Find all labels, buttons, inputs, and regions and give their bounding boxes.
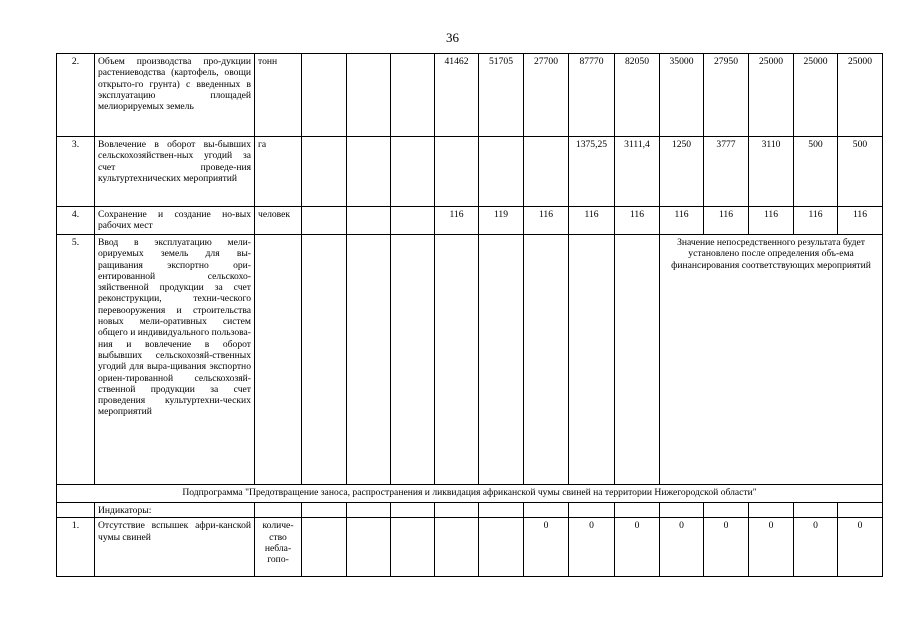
value-cell: 1375,25 [569,137,615,207]
empty-cell [302,137,347,207]
table-row [57,235,883,485]
empty-cell [391,137,435,207]
indicator-description: Отсутствие вспышек афри-канской чумы свиней [95,518,255,577]
empty-cell [615,503,660,518]
value-cell: 3110 [749,137,794,207]
empty-cell [794,503,838,518]
empty-cell [435,503,479,518]
empty-cell [347,207,391,235]
subprogram-title: Подпрограмма "Предотвращение заноса, распространения и ликвидация африканской чумы свиней на территории Нижегородской области" [57,485,883,503]
value-cell: 25000 [838,54,883,137]
value-cell: 116 [569,207,615,235]
value-cell: 116 [749,207,794,235]
table-row [57,503,883,518]
row-number: 1. [57,518,95,577]
empty-cell [435,235,479,485]
table-row [57,485,883,503]
value-cell: 0 [524,518,569,577]
empty-cell [479,518,524,577]
indicator-description: Объем производства про-дукции растениеводства (картофель, овощи открыто-го грунта) с введенных в эксплуатацию площадей мелиорируемых земель [95,54,255,137]
empty-cell [391,503,435,518]
empty-cell [391,54,435,137]
empty-cell [524,235,569,485]
indicators-label: Индикаторы: [95,503,255,518]
row-number: 3. [57,137,95,207]
value-cell: 0 [660,518,704,577]
empty-cell [435,137,479,207]
unit-cell: га [255,137,302,207]
value-cell: 3777 [704,137,749,207]
empty-cell [435,518,479,577]
row-number: 5. [57,235,95,485]
value-cell: 119 [479,207,524,235]
empty-cell [57,503,95,518]
empty-cell [391,518,435,577]
indicator-description: Ввод в эксплуатацию мели-орируемых земель для вы-ращивания экспортно ори-ентированной сельскохо-зяйственной продукции за счет реконструкции, техни-ческого перевооружения и строительства новых мели-оративных систем общего и индивидуального пользова-ния и вовлечение в оборот выбывших сельскохозяй-ственных угодий для выра-щивания экспортно ориен-тированной сельскохозяй-ственной продукции за счет проведения культуртехни-ческих мероприятий [95,235,255,485]
value-cell: 25000 [794,54,838,137]
row-number: 2. [57,54,95,137]
empty-cell [615,235,660,485]
empty-cell [347,518,391,577]
value-cell: 87770 [569,54,615,137]
page-number: 36 [446,30,459,45]
value-cell: 0 [569,518,615,577]
empty-cell [347,235,391,485]
empty-cell [479,137,524,207]
indicator-description: Сохранение и создание но-вых рабочих мест [95,207,255,235]
empty-cell [479,235,524,485]
empty-cell [391,207,435,235]
value-cell: 0 [838,518,883,577]
empty-cell [302,518,347,577]
value-cell: 35000 [660,54,704,137]
row-number: 4. [57,207,95,235]
table-row [57,518,883,577]
empty-cell [347,54,391,137]
value-cell: 0 [704,518,749,577]
empty-cell [302,207,347,235]
unit-cell: тонн [255,54,302,137]
empty-cell [524,137,569,207]
empty-cell [704,503,749,518]
value-cell: 500 [794,137,838,207]
value-cell: 25000 [749,54,794,137]
empty-cell [479,503,524,518]
empty-cell [255,503,302,518]
unit-cell: человек [255,207,302,235]
unit-cell: количе-ство небла-гопо- [255,518,302,577]
result-note: Значение непосредственного результата будет установлено после определения объ-ема финансирования соответствующих мероприятий [660,235,883,485]
table-row [57,207,883,235]
value-cell: 500 [838,137,883,207]
value-cell: 3111,4 [615,137,660,207]
value-cell: 82050 [615,54,660,137]
value-cell: 41462 [435,54,479,137]
value-cell: 1250 [660,137,704,207]
empty-cell [569,235,615,485]
empty-cell [569,503,615,518]
value-cell: 0 [615,518,660,577]
value-cell: 116 [615,207,660,235]
indicators-table [56,53,883,577]
empty-cell [302,54,347,137]
empty-cell [347,503,391,518]
value-cell: 0 [749,518,794,577]
empty-cell [302,503,347,518]
value-cell: 116 [524,207,569,235]
empty-cell [524,503,569,518]
empty-cell [302,235,347,485]
indicator-description: Вовлечение в оборот вы-бывших сельскохозяйствен-ных угодий за счет проведе-ния культуртехнических мероприятий [95,137,255,207]
value-cell: 27950 [704,54,749,137]
empty-cell [255,235,302,485]
empty-cell [660,503,704,518]
empty-cell [749,503,794,518]
value-cell: 116 [435,207,479,235]
value-cell: 0 [794,518,838,577]
table-row [57,54,883,137]
value-cell: 116 [704,207,749,235]
value-cell: 27700 [524,54,569,137]
empty-cell [391,235,435,485]
value-cell: 51705 [479,54,524,137]
value-cell: 116 [794,207,838,235]
table-row [57,137,883,207]
value-cell: 116 [660,207,704,235]
empty-cell [347,137,391,207]
value-cell: 116 [838,207,883,235]
empty-cell [838,503,883,518]
